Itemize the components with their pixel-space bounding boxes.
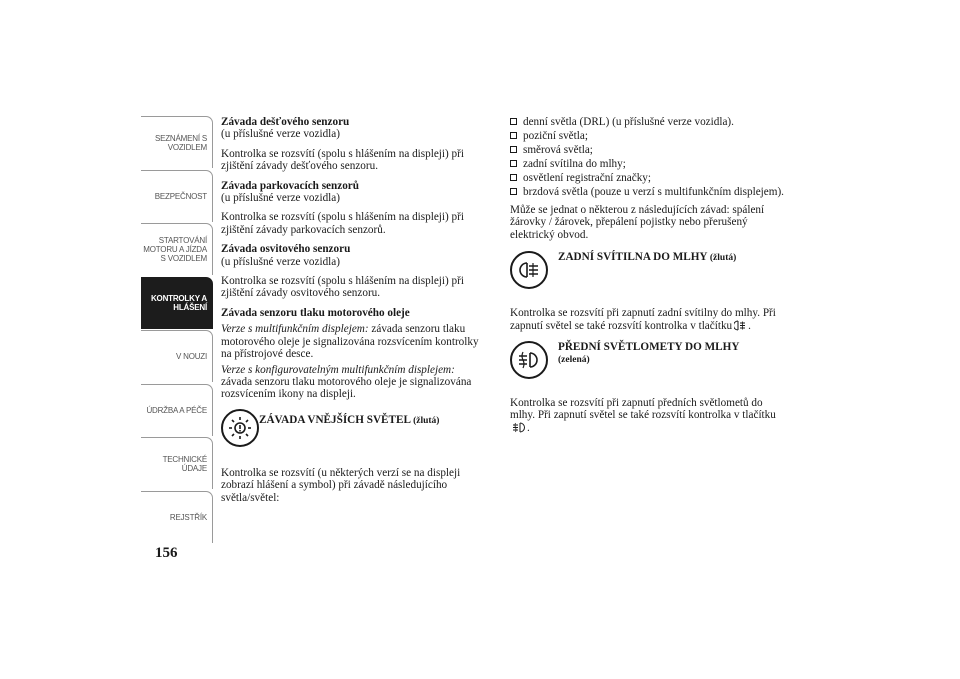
section-title: ZADNÍ SVÍTILNA DO MLHY (žlutá)	[558, 251, 737, 264]
front-fog-light-icon	[510, 341, 548, 379]
fault-causes-text: Může se jednat o některou z následujících závad: spálení žárovky / žárovek, přepálení pojistky nebo přerušený elektrický obvod.	[510, 203, 765, 241]
list-item: poziční světla;	[510, 130, 785, 142]
section-parking-sensor	[221, 180, 491, 237]
tab-seznameni[interactable]: SEZNÁMENÍ S VOZIDLEM	[141, 116, 213, 168]
section-title: Závada parkovacích senzorů	[221, 179, 359, 192]
section-text: Kontrolka se rozsvítí (u některých verzí se na displeji zobrazí hlášení a symbol) při závadě následujícího světla/světel:	[221, 466, 461, 504]
section-title: ZÁVADA VNĚJŠÍCH SVĚTEL (žlutá)	[259, 413, 440, 426]
tab-udrzba[interactable]: ÚDRŽBA A PÉČE	[141, 384, 213, 436]
italic-label: Verze s konfigurovatelným multifunkčním displejem:	[221, 363, 455, 376]
section-exterior-lights-fault	[221, 409, 491, 453]
section-title: PŘEDNÍ SVĚTLOMETY DO MLHY (zelená)	[558, 340, 740, 366]
tab-v-nouzi[interactable]: V NOUZI	[141, 330, 213, 382]
italic-label: Verze s multifunkčním displejem:	[221, 323, 369, 336]
section-title: Závada osvitového senzoru	[221, 243, 351, 256]
section-text: Kontrolka se rozsvítí (spolu s hlášením na displeji) při zjištění závady dešťového senzoru.	[221, 147, 464, 173]
chapter-tabs	[141, 116, 213, 544]
section-oil-pressure-sensor	[221, 307, 491, 401]
tab-technicke[interactable]: TECHNICKÉ ÚDAJE	[141, 437, 213, 489]
section-text-multifunction	[221, 323, 491, 360]
list-item: denní světla (DRL) (u příslušné verze vozidla).	[510, 116, 785, 128]
tab-rejstrik[interactable]: REJSTŘÍK	[141, 491, 213, 543]
section-subtitle: (u příslušné verze vozidla)	[221, 255, 340, 268]
section-title: Závada dešťového senzoru	[221, 116, 350, 128]
text: závada senzoru tlaku motorového oleje je signalizována rozsvícením kontrolky na přístrojové desce.	[221, 323, 479, 361]
tab-kontrolky[interactable]: KONTROLKY A HLÁŠENÍ	[141, 277, 213, 329]
page-number: 156	[155, 545, 178, 561]
list-item: brzdová světla (pouze u verzí s multifunkčním displejem).	[510, 186, 785, 198]
left-column	[221, 116, 491, 511]
list-item: směrová světla;	[510, 144, 785, 156]
light-list	[510, 116, 785, 198]
rear-fog-light-icon	[510, 251, 548, 289]
rear-fog-button-icon	[734, 320, 746, 334]
section-front-fog	[510, 341, 785, 385]
list-item: osvětlení registrační značky;	[510, 172, 785, 184]
section-title: Závada senzoru tlaku motorového oleje	[221, 306, 410, 319]
section-text: Kontrolka se rozsvítí při zapnutí zadní svítilny do mlhy. Při zapnutí světel se také rozsvítí kontrolka v tlačítku .	[510, 307, 785, 334]
section-subtitle: (u příslušné verze vozidla)	[221, 128, 340, 141]
list-item: zadní svítilna do mlhy;	[510, 158, 785, 170]
section-rear-fog	[510, 251, 785, 295]
tab-bezpecnost[interactable]: BEZPEČNOST	[141, 170, 213, 222]
section-subtitle: (u příslušné verze vozidla)	[221, 192, 340, 205]
section-text: Kontrolka se rozsvítí (spolu s hlášením na displeji) při zjištění závady osvitového senzoru.	[221, 275, 464, 300]
front-fog-button-icon	[512, 422, 525, 436]
section-rain-sensor	[221, 116, 491, 173]
exterior-light-fault-icon	[221, 409, 259, 447]
section-light-sensor	[221, 243, 491, 300]
section-text: Kontrolka se rozsvítí při zapnutí předních světlometů do mlhy. Při zapnutí světel se také rozsvítí kontrolka v tlačítku.	[510, 397, 785, 436]
right-column	[510, 116, 785, 443]
section-text: Kontrolka se rozsvítí (spolu s hlášením na displeji) při zjištění závady parkovacích senzorů.	[221, 211, 464, 236]
tab-startovani[interactable]: STARTOVÁNÍ MOTORU A JÍZDA S VOZIDLEM	[141, 223, 213, 275]
section-text-configurable: závada senzoru tlaku motorového oleje je signalizována rozsvícením ikony na displeji.	[221, 375, 472, 401]
